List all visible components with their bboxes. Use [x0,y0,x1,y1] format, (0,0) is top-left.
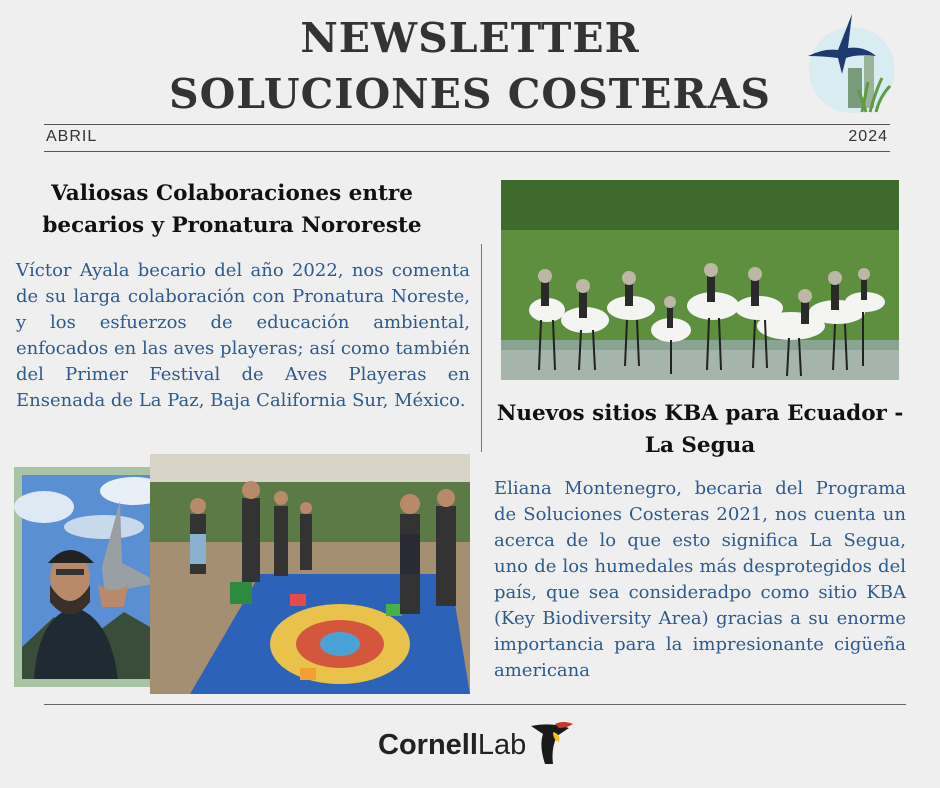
article1 [30,178,434,242]
footer-rule [44,704,906,705]
article2-body: Eliana Montenegro, becaria del Programa de Soluciones Costeras 2021, nos cuenta un acerca de lo que esto significa La Segua, uno de los humedales más desprotegidos del país, que sea consideradpo como sitio KBA (Key Biodiversity Area) gracias a su enorme importancia para la impresionante cigüeña americana [494,478,906,681]
column-divider [481,244,482,452]
brand-lab: Lab [477,729,527,761]
brand-cornell: Cornell [378,729,478,761]
bird-coast-logo-icon [806,12,894,116]
header-rule-bottom [44,151,890,152]
article2-heading: Nuevos sitios KBA para Ecuador - La Segua [496,401,904,458]
article2 [490,398,910,462]
newsletter-title: NEWSLETTER [300,14,640,62]
photo-wood-storks [501,180,899,380]
issue-month: ABRIL [46,128,98,145]
article1-body: Víctor Ayala becario del año 2022, nos comenta de su larga colaboración con Pronatura Noreste, y los esfuerzos de educación ambiental, enfocados en las aves playeras; así como también del Primer Festival de Aves Playeras en Ensenada de La Paz, Baja California Sur, México. [16,260,470,411]
cornell-lab-logo [378,722,526,772]
header-rule-top [44,124,890,125]
issue-year: 2024 [848,128,888,145]
newsletter-subtitle: SOLUCIONES COSTERAS [168,70,771,118]
bird-emblem-icon [529,718,577,768]
photo-education-activity [150,454,470,694]
article1-heading: Valiosas Colaboraciones entre becarios y Pronatura Nororeste [42,181,422,238]
